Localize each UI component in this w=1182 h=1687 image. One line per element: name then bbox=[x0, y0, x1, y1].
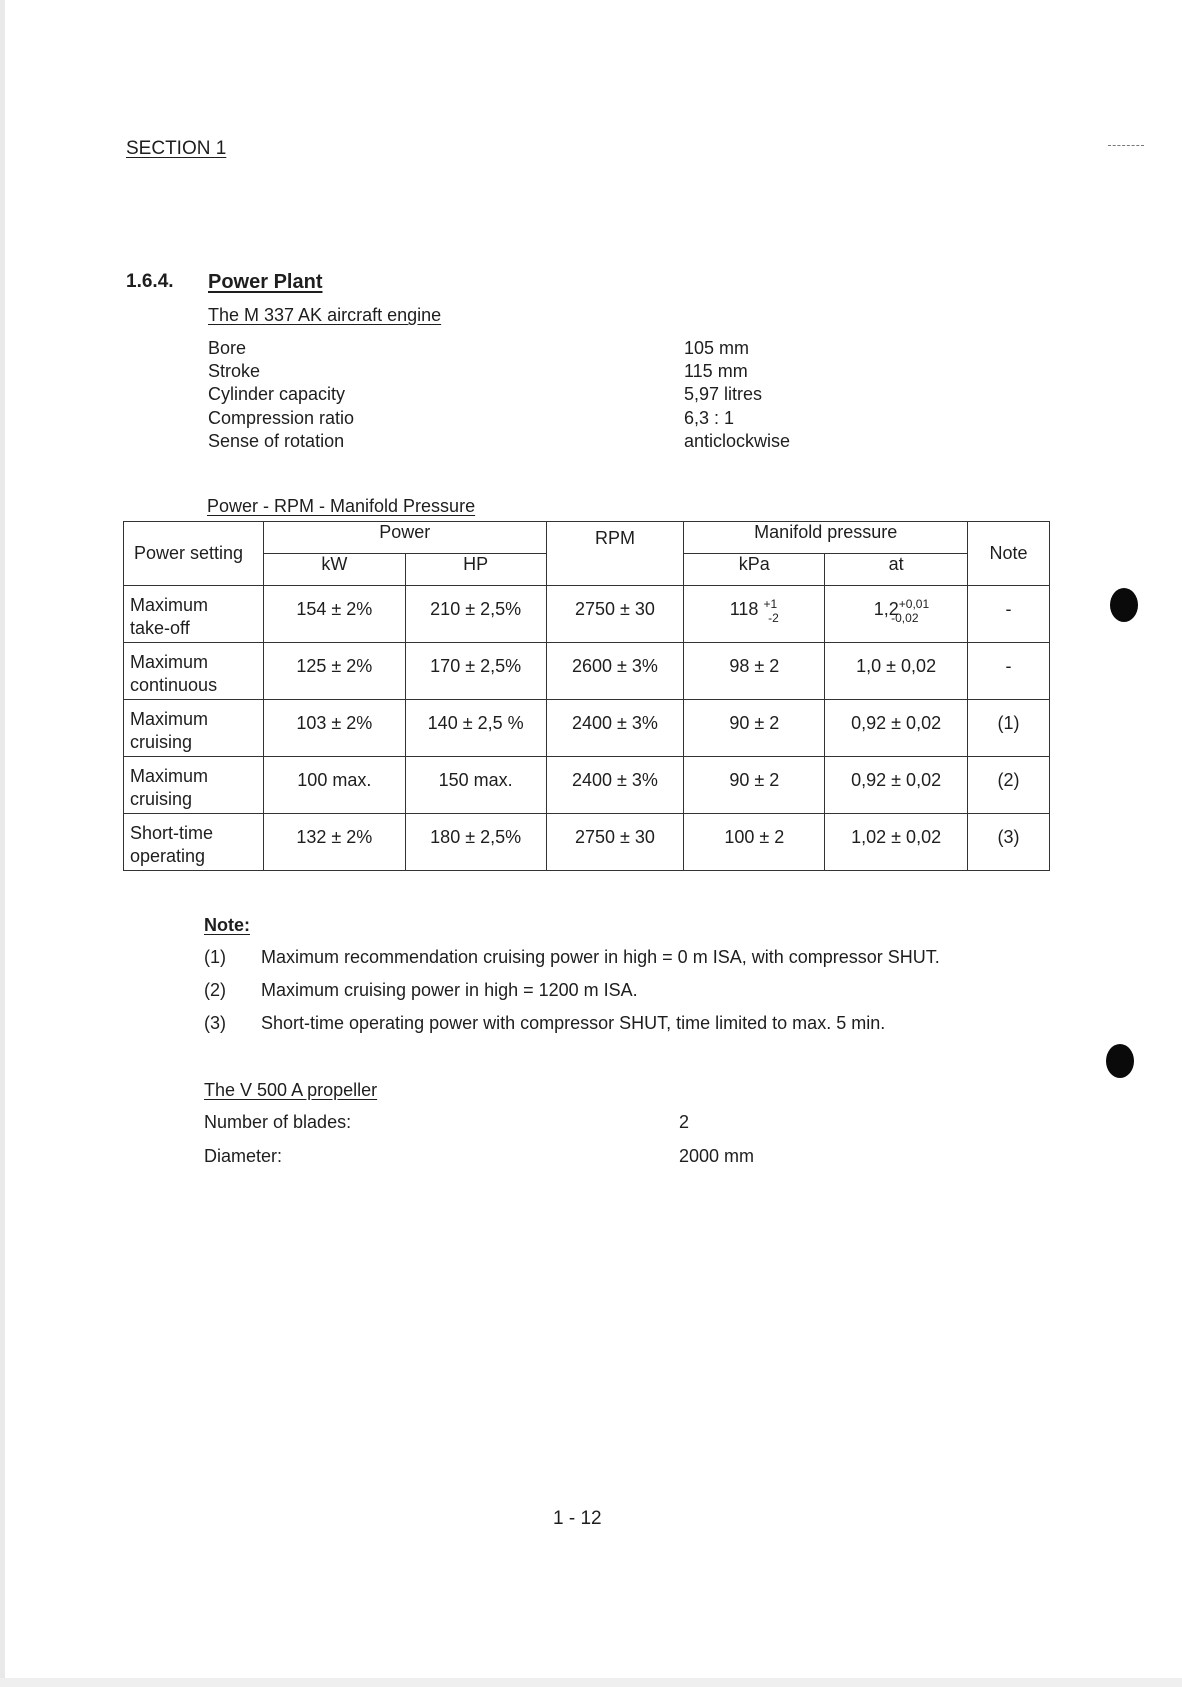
engine-title: The M 337 AK aircraft engine bbox=[208, 305, 442, 325]
table-row bbox=[124, 643, 1050, 700]
punch-hole-lower bbox=[1106, 1044, 1134, 1078]
header-rpm: RPM bbox=[546, 522, 684, 586]
table-title: Power - RPM - Manifold Pressure bbox=[207, 496, 476, 516]
setting-line-1: Short-time bbox=[130, 823, 214, 843]
scan-edge-bottom bbox=[0, 1678, 1182, 1687]
propeller-label-diameter: Diameter: bbox=[204, 1146, 283, 1166]
note-item-2 bbox=[204, 980, 638, 1001]
note-index: (2) bbox=[204, 980, 226, 1000]
header-power-setting: Power setting bbox=[124, 522, 264, 586]
page-number: 1 - 12 bbox=[553, 1508, 602, 1529]
kw-cell: 154 ± 2% bbox=[263, 586, 405, 643]
at-cell: 0,92 ± 0,02 bbox=[825, 700, 968, 757]
setting-line-1: Maximum bbox=[130, 652, 209, 672]
spec-value-sense-of-rotation: anticlockwise bbox=[684, 430, 791, 451]
table-row bbox=[124, 586, 1050, 643]
header-at: at bbox=[825, 554, 968, 586]
engine-spec-values bbox=[684, 337, 790, 453]
power-setting-cell bbox=[124, 586, 264, 643]
at-cell: 1,02 ± 0,02 bbox=[825, 814, 968, 871]
at-tolerance-lower: -0,02 bbox=[891, 611, 919, 625]
note-text: Maximum cruising power in high = 1200 m ISA. bbox=[261, 980, 638, 1000]
corner-mark bbox=[1108, 145, 1144, 146]
power-setting-cell bbox=[124, 814, 264, 871]
rpm-cell: 2400 ± 3% bbox=[546, 757, 684, 814]
spec-value-cylinder-capacity: 5,97 litres bbox=[684, 384, 763, 405]
kpa-tolerance-lower: -2 bbox=[768, 611, 779, 625]
header-kpa: kPa bbox=[684, 554, 825, 586]
propeller-value-blades: 2 bbox=[679, 1112, 690, 1132]
setting-line-1: Maximum bbox=[130, 766, 209, 786]
kpa-cell: 90 ± 2 bbox=[684, 700, 825, 757]
power-setting-cell bbox=[124, 757, 264, 814]
header-hp: HP bbox=[405, 554, 546, 586]
punch-hole-upper bbox=[1110, 588, 1138, 622]
kpa-cell: 98 ± 2 bbox=[684, 643, 825, 700]
hp-cell: 170 ± 2,5% bbox=[405, 643, 546, 700]
header-note: Note bbox=[968, 522, 1050, 586]
note-text: Maximum recommendation cruising power in high = 0 m ISA, with compressor SHUT. bbox=[261, 947, 940, 967]
hp-cell: 150 max. bbox=[405, 757, 546, 814]
note-item-3 bbox=[204, 1013, 885, 1034]
setting-line-2: continuous bbox=[130, 675, 218, 695]
spec-value-stroke: 115 mm bbox=[684, 361, 748, 382]
kpa-cell: 100 ± 2 bbox=[684, 814, 825, 871]
propeller-label-blades: Number of blades: bbox=[204, 1112, 352, 1132]
note-index: (3) bbox=[204, 1013, 226, 1033]
header-manifold-pressure: Manifold pressure bbox=[684, 522, 968, 554]
note-index: (1) bbox=[204, 947, 226, 967]
spec-label-bore: Bore bbox=[208, 338, 247, 358]
spec-value-bore: 105 mm bbox=[684, 338, 750, 358]
at-tolerance-upper: +0,01 bbox=[898, 597, 930, 611]
note-cell: (2) bbox=[968, 757, 1050, 814]
spec-label-sense-of-rotation: Sense of rotation bbox=[208, 430, 345, 451]
header-power: Power bbox=[263, 522, 546, 554]
propeller-value-diameter: 2000 mm bbox=[679, 1146, 755, 1166]
setting-line-2: take-off bbox=[130, 618, 190, 638]
kpa-tolerance-upper: +1 bbox=[763, 597, 778, 611]
notes-title: Note: bbox=[204, 915, 250, 935]
at-cell bbox=[825, 586, 968, 643]
heading-title: Power Plant bbox=[208, 271, 323, 293]
rpm-cell: 2750 ± 30 bbox=[546, 814, 684, 871]
spec-label-stroke: Stroke bbox=[208, 361, 261, 382]
hp-cell: 210 ± 2,5% bbox=[405, 586, 546, 643]
note-text: Short-time operating power with compressor SHUT, time limited to max. 5 min. bbox=[261, 1013, 886, 1033]
setting-line-2: cruising bbox=[130, 789, 193, 809]
power-setting-cell bbox=[124, 643, 264, 700]
engine-spec-labels bbox=[208, 337, 354, 453]
at-cell: 1,0 ± 0,02 bbox=[825, 643, 968, 700]
kw-cell: 103 ± 2% bbox=[263, 700, 405, 757]
hp-cell: 180 ± 2,5% bbox=[405, 814, 546, 871]
rpm-cell: 2600 ± 3% bbox=[546, 643, 684, 700]
spec-value-compression-ratio: 6,3 : 1 bbox=[684, 407, 735, 428]
kw-cell: 132 ± 2% bbox=[263, 814, 405, 871]
note-cell: (1) bbox=[968, 700, 1050, 757]
note-item-1 bbox=[204, 947, 940, 968]
note-cell: (3) bbox=[968, 814, 1050, 871]
power-setting-cell bbox=[124, 700, 264, 757]
heading-number: 1.6.4. bbox=[126, 271, 174, 292]
section-label: SECTION 1 bbox=[126, 138, 227, 159]
scan-edge-left bbox=[0, 0, 5, 1687]
rpm-cell: 2750 ± 30 bbox=[546, 586, 684, 643]
setting-line-2: cruising bbox=[130, 732, 193, 752]
rpm-cell: 2400 ± 3% bbox=[546, 700, 684, 757]
spec-label-compression-ratio: Compression ratio bbox=[208, 407, 355, 428]
at-cell: 0,92 ± 0,02 bbox=[825, 757, 968, 814]
at-base: 1,2 bbox=[873, 599, 899, 619]
header-kw: kW bbox=[263, 554, 405, 586]
table-row bbox=[124, 814, 1050, 871]
power-rpm-table bbox=[123, 521, 1050, 871]
setting-line-2: operating bbox=[130, 846, 206, 866]
kw-cell: 100 max. bbox=[263, 757, 405, 814]
propeller-title: The V 500 A propeller bbox=[204, 1080, 378, 1100]
table-row bbox=[124, 700, 1050, 757]
table-row bbox=[124, 757, 1050, 814]
note-cell: - bbox=[968, 586, 1050, 643]
setting-line-1: Maximum bbox=[130, 709, 209, 729]
spec-label-cylinder-capacity: Cylinder capacity bbox=[208, 384, 346, 405]
kw-cell: 125 ± 2% bbox=[263, 643, 405, 700]
kpa-cell bbox=[684, 586, 825, 643]
kpa-cell: 90 ± 2 bbox=[684, 757, 825, 814]
hp-cell: 140 ± 2,5 % bbox=[405, 700, 546, 757]
note-cell: - bbox=[968, 643, 1050, 700]
setting-line-1: Maximum bbox=[130, 595, 209, 615]
kpa-base: 118 bbox=[729, 599, 759, 619]
